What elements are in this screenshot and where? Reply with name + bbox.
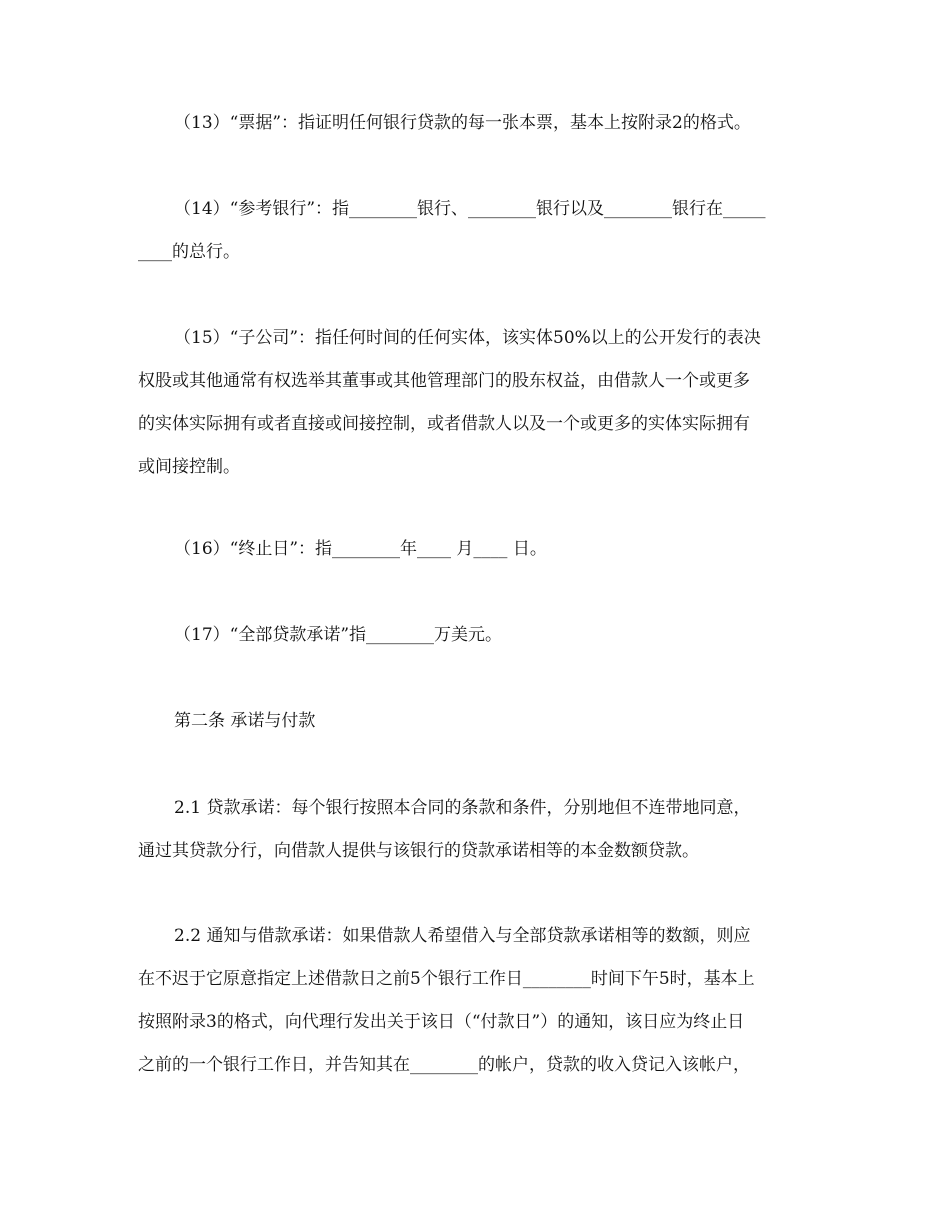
- definition-15-line-1: （15）“子公司”：指任何时间的任何实体，该实体50%以上的公开发行的表决: [174, 328, 761, 348]
- clause-2-2-line-3: 按照附录3的格式，向代理行发出关于该日（“付款日”）的通知，该日应为终止日: [138, 1012, 745, 1032]
- clause-2-2-line-2: 在不迟于它原意指定上述借款日之前5个银行工作日________时间下午5时，基本上: [138, 969, 755, 989]
- definition-14-line-2: ____的总行。: [138, 242, 240, 262]
- article-2-heading-text: 第二条 承诺与付款: [174, 711, 316, 731]
- definition-15-line-3: 的实体实际拥有或者直接或间接控制，或者借款人以及一个或更多的实体实际拥有: [138, 414, 750, 434]
- definition-14: [138, 188, 798, 274]
- clause-2-2-line-1: 2.2 通知与借款承诺：如果借款人希望借入与全部贷款承诺相等的数额，则应: [174, 926, 751, 946]
- definition-17-line-1: （17）“全部贷款承诺”指________万美元。: [174, 625, 503, 645]
- definition-15: [138, 317, 798, 489]
- clause-2-1-line-2: 通过其贷款分行，向借款人提供与该银行的贷款承诺相等的本金数额贷款。: [138, 841, 699, 861]
- definition-16-line-1: （16）“终止日”：指________年____ 月____ 日。: [174, 539, 547, 559]
- definition-17: [138, 614, 798, 657]
- definition-13: [138, 102, 798, 145]
- clause-2-2-line-4: 之前的一个银行工作日，并告知其在________的帐户，贷款的收入贷记入该帐户，: [138, 1055, 750, 1075]
- definition-16: [138, 528, 798, 571]
- clause-2-1: [138, 787, 798, 873]
- clause-2-2: [138, 915, 798, 1087]
- clause-2-1-line-1: 2.1 贷款承诺：每个银行按照本合同的条款和条件，分别地但不连带地同意，: [174, 798, 751, 818]
- definition-13-line-1: （13）“票据”：指证明任何银行贷款的每一张本票，基本上按附录2的格式。: [174, 113, 751, 133]
- article-2-heading: [138, 700, 798, 743]
- definition-15-line-4: 或间接控制。: [138, 457, 240, 477]
- definition-15-line-2: 权股或其他通常有权选举其董事或其他管理部门的股东权益，由借款人一个或更多: [138, 371, 750, 391]
- definition-14-line-1: （14）“参考银行”：指________银行、________银行以及________银行在_____: [174, 199, 766, 219]
